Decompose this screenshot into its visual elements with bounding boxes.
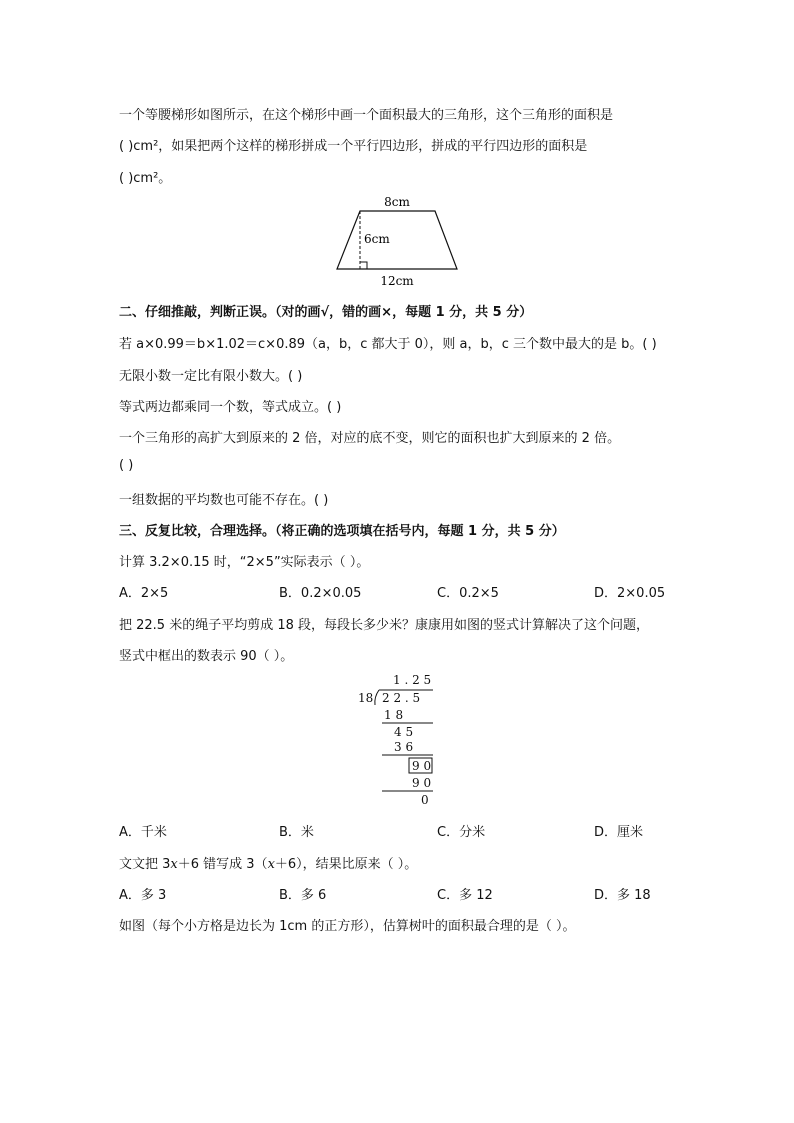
section3-q1-option-d: D．2×0.05: [594, 586, 666, 601]
section3-q3-option-c: C．多 12: [437, 888, 493, 903]
q1-line2: ( )cm²，如果把两个这样的梯形拼成一个平行四边形，拼成的平行四边形的面积是: [119, 139, 588, 154]
q3-stem-pre: 文文把 3: [119, 857, 171, 872]
bottom-base-label: 12cm: [380, 274, 414, 288]
q1-line3: ( )cm²。: [119, 171, 172, 186]
division-step-5: 9 0: [412, 776, 432, 790]
section3-q2-stem2: 竖式中框出的数表示 90（ ）。: [119, 649, 294, 664]
section2-item-4-bracket: ( ): [119, 458, 134, 473]
section2-item-2: 无限小数一定比有限小数大。( ): [119, 369, 303, 384]
long-division-figure: [355, 670, 445, 810]
section3-q2-option-a: A．千米: [119, 825, 167, 840]
section3-q2-option-b: B．米: [279, 825, 314, 840]
section2-item-5: 一组数据的平均数也可能不存在。( ): [119, 493, 329, 508]
section2-heading: 二、仔细推敲，判断正误。（对的画√，错的画×，每题 1 分，共 5 分）: [119, 305, 533, 320]
division-remainder: 0: [421, 793, 429, 807]
dividend: 2 2 . 5: [382, 691, 421, 705]
height-label: 6cm: [364, 232, 390, 246]
top-base-label: 8cm: [384, 195, 410, 209]
section2-item-1: 若 a×0.99＝b×1.02＝c×0.89（a，b，c 都大于 0），则 a，b，c 三个数中最大的是 b。( ): [119, 337, 657, 352]
section3-q2-option-d: D．厘米: [594, 825, 644, 840]
section3-q3-option-d: D．多 18: [594, 888, 651, 903]
q3-variable-x-1: x: [170, 857, 178, 872]
q3-stem-mid: ＋6 错写成 3（: [177, 857, 268, 872]
section3-heading: 三、反复比较，合理选择。（将正确的选项填在括号内，每题 1 分，共 5 分）: [119, 524, 565, 539]
q3-stem-post: ＋6），结果比原来（ ）。: [274, 857, 418, 872]
section3-q1-option-b: B．0.2×0.05: [279, 586, 362, 601]
division-step-4-boxed: 9 0: [412, 759, 432, 773]
section3-q1-option-c: C．0.2×5: [437, 586, 499, 601]
section3-q1-option-a: A．2×5: [119, 586, 169, 601]
division-bracket: [375, 690, 379, 705]
q3-variable-x-2: x: [267, 857, 275, 872]
section2-item-3: 等式两边都乘同一个数，等式成立。( ): [119, 400, 342, 415]
section3-q2-stem1: 把 22.5 米的绳子平均剪成 18 段，每段长多少米？康康用如图的竖式计算解决了这个问题，: [119, 618, 650, 633]
section3-q3-option-b: B．多 6: [279, 888, 327, 903]
quotient: 1 . 2 5: [393, 673, 432, 687]
trapezoid-shape: [337, 211, 457, 269]
section2-item-4: 一个三角形的高扩大到原来的 2 倍，对应的底不变，则它的面积也扩大到原来的 2 倍。: [119, 431, 621, 446]
section3-q2-option-c: C．分米: [437, 825, 486, 840]
section3-q3-stem: [119, 853, 417, 872]
q1-line1: 一个等腰梯形如图所示，在这个梯形中画一个面积最大的三角形，这个三角形的面积是: [119, 108, 614, 123]
division-step-2: 4 5: [394, 725, 414, 739]
divisor: 18: [358, 691, 374, 705]
division-step-1: 1 8: [384, 708, 404, 722]
section3-q3-option-a: A．多 3: [119, 888, 167, 903]
division-step-3: 3 6: [394, 740, 414, 754]
section3-q4-stem: 如图（每个小方格是边长为 1cm 的正方形），估算树叶的面积最合理的是（ ）。: [119, 919, 576, 934]
right-angle-mark: [360, 262, 367, 269]
trapezoid-figure: [330, 192, 470, 290]
section3-q1-stem: 计算 3.2×0.15 时，“2×5”实际表示（ ）。: [119, 555, 370, 570]
